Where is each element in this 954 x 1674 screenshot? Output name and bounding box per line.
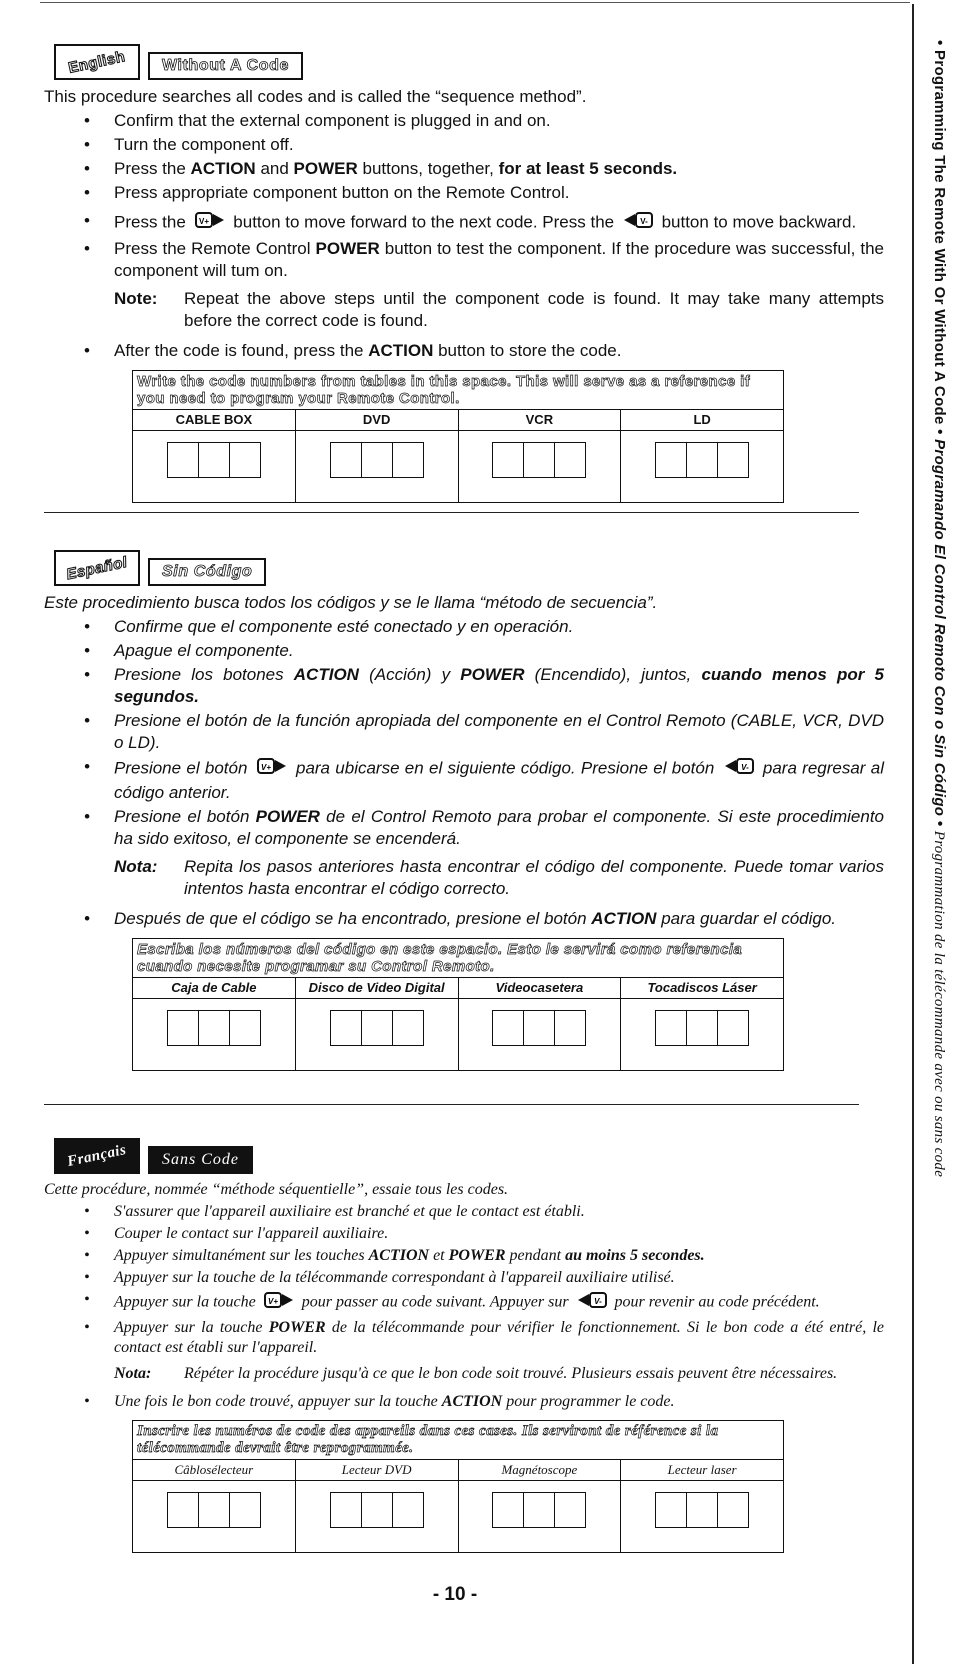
section-divider bbox=[44, 1104, 859, 1105]
list-item: • Appuyer sur la touche de la télécommande correspondant à l'appareil auxiliaire utilisé. bbox=[84, 1269, 675, 1286]
english-code-table bbox=[132, 370, 784, 503]
top-rule bbox=[40, 2, 910, 3]
code-entry-boxes bbox=[167, 1492, 261, 1528]
list-item: • Press the Remote Control POWER button to test the component. If the procedure was successful, the component will tum on. bbox=[84, 239, 884, 280]
svg-text:V-: V- bbox=[640, 217, 648, 226]
code-entry-boxes bbox=[167, 1010, 261, 1046]
table-column-header: CABLE BOX bbox=[133, 410, 295, 431]
french-title: Sans Code bbox=[148, 1146, 253, 1174]
english-title: Without A Code bbox=[148, 52, 303, 80]
table-column-header: Câblosélecteur bbox=[133, 1460, 295, 1481]
list-item: • After the code is found, press the ACTION button to store the code. bbox=[84, 341, 622, 360]
french-section bbox=[44, 1138, 884, 1553]
side-title-spanish: Programando El Control Remoto Con o Sin Código • bbox=[931, 439, 948, 827]
list-item: • Después de que el código se ha encontrado, presione el botón ACTION para guardar el código. bbox=[84, 909, 837, 928]
svg-text:V-: V- bbox=[593, 1297, 602, 1306]
list-item: • Presione el botón V+ para ubicarse en el siguiente código. Presione el botón V- para regresar al código anterior. bbox=[84, 757, 884, 802]
side-title-french: Programmation de la télécommande avec ou sans code bbox=[931, 830, 947, 1178]
french-intro: Cette procédure, nommée “méthode séquentielle”, essaie tous les codes. bbox=[44, 1181, 509, 1198]
side-running-title bbox=[918, 40, 948, 1660]
code-entry-boxes bbox=[655, 1010, 749, 1046]
code-entry-boxes bbox=[492, 1492, 586, 1528]
code-entry-boxes bbox=[167, 442, 261, 478]
vol-down-icon bbox=[724, 756, 754, 782]
french-note: Nota: Répéter la procédure jusqu'à ce que le bon code soit trouvé. Plusieurs essais peuvent être nécessaires. bbox=[114, 1365, 838, 1382]
side-rule bbox=[912, 4, 914, 1664]
list-item: • Confirm that the external component is plugged in and on. bbox=[84, 111, 551, 130]
code-entry-boxes bbox=[330, 1492, 424, 1528]
vol-up-icon bbox=[264, 1290, 294, 1316]
english-note: Note: Repeat the above steps until the component code is found. It may take many attempts before the correct code is found. bbox=[114, 289, 884, 330]
page-number: - 10 - bbox=[432, 1584, 478, 1605]
spanish-title: Sin Código bbox=[148, 558, 266, 586]
table-message: Inscrire les numéros de code des appareils dans ces cases. Ils serviront de référence si la télécommande devrait être reprogrammée. bbox=[133, 1421, 783, 1460]
table-message: Write the code numbers from tables in this space. This will serve as a reference if you need to program your Remote Control. bbox=[133, 371, 783, 410]
section-divider bbox=[44, 512, 859, 513]
spanish-code-table bbox=[132, 938, 784, 1071]
list-item: • S'assurer que l'appareil auxiliaire est branché et que le contact est établi. bbox=[84, 1203, 585, 1220]
spanish-intro: Este procedimiento busca todos los códigos y se le llama “método de secuencia”. bbox=[44, 593, 658, 612]
side-title-english: • Programming The Remote With Or Without A Code • bbox=[931, 40, 948, 435]
table-message: Escriba los números del código en este espacio. Esto le servirá como referencia cuando necesite programar su Control Remoto. bbox=[133, 939, 783, 978]
table-column-header: Magnétoscope bbox=[459, 1460, 621, 1481]
table-column-header: Caja de Cable bbox=[133, 978, 295, 999]
svg-text:V+: V+ bbox=[260, 763, 271, 772]
table-column-header: VCR bbox=[459, 410, 621, 431]
french-language-tag: Français bbox=[54, 1138, 140, 1174]
code-entry-boxes bbox=[655, 442, 749, 478]
code-entry-boxes bbox=[492, 1010, 586, 1046]
svg-text:V-: V- bbox=[740, 763, 749, 772]
table-column-header: Disco de Video Digital bbox=[296, 978, 458, 999]
vol-up-icon bbox=[257, 756, 287, 782]
list-item: • Apague el componente. bbox=[84, 641, 294, 660]
list-item: • Appuyer simultanément sur les touches ACTION et POWER pendant au moins 5 secondes. bbox=[84, 1247, 705, 1264]
table-column-header: Videocasetera bbox=[459, 978, 621, 999]
list-item: • Confirme que el componente esté conectado y en operación. bbox=[84, 617, 574, 636]
table-column-header: DVD bbox=[296, 410, 458, 431]
list-item: • Press the V+ button to move forward to the next code. Press the V- button to move backward. bbox=[44, 210, 884, 236]
code-entry-boxes bbox=[492, 442, 586, 478]
list-item: • Presione los botones ACTION (Acción) y POWER (Encendido), juntos, cuando menos por 5 segundos. bbox=[84, 665, 884, 706]
code-entry-boxes bbox=[330, 1010, 424, 1046]
svg-text:V+: V+ bbox=[198, 217, 209, 226]
spanish-note: Nota: Repita los pasos anteriores hasta encontrar el código del componente. Puede tomar varios intentos hasta encontrar el código correcto. bbox=[114, 857, 884, 898]
list-item: • Couper le contact sur l'appareil auxiliaire. bbox=[84, 1225, 389, 1242]
vol-down-icon bbox=[577, 1290, 607, 1316]
code-entry-boxes bbox=[655, 1492, 749, 1528]
table-column-header: LD bbox=[621, 410, 783, 431]
list-item: • Presione el botón POWER de el Control Remoto para probar el componente. Si este procedimiento ha sido exitoso, el componente se encenderá. bbox=[84, 807, 884, 848]
list-item: • Appuyer sur la touche POWER de la télécommande pour vérifier le fonctionnement. Si le bon code a été entré, le contact est établi sur l'appareil. bbox=[84, 1319, 885, 1356]
svg-text:V+: V+ bbox=[267, 1297, 278, 1306]
english-section bbox=[44, 44, 884, 503]
table-column-header: Lecteur DVD bbox=[296, 1460, 458, 1481]
vol-down-icon bbox=[623, 210, 653, 236]
list-item: • Appuyer sur la touche V+ pour passer au code suivant. Appuyer sur V- pour revenir au code précédent. bbox=[44, 1290, 884, 1316]
list-item: • Press the ACTION and POWER buttons, together, for at least 5 seconds. bbox=[84, 159, 678, 178]
list-item: • Press appropriate component button on the Remote Control. bbox=[84, 183, 570, 202]
vol-up-icon bbox=[195, 210, 225, 236]
english-intro: This procedure searches all codes and is called the “sequence method”. bbox=[44, 87, 587, 106]
list-item: • Turn the component off. bbox=[84, 135, 294, 154]
list-item: • Une fois le bon code trouvé, appuyer sur la touche ACTION pour programmer le code. bbox=[84, 1393, 675, 1410]
spanish-language-tag: Español bbox=[54, 550, 140, 586]
code-entry-boxes bbox=[330, 442, 424, 478]
table-column-header: Lecteur laser bbox=[621, 1460, 783, 1481]
french-code-table bbox=[132, 1420, 784, 1553]
list-item: • Presione el botón de la función apropiada del componente en el Control Remoto (CABLE, VCR, DVD o LD). bbox=[84, 711, 884, 752]
english-language-tag: English bbox=[54, 44, 140, 80]
table-column-header: Tocadiscos Láser bbox=[621, 978, 783, 999]
spanish-section bbox=[44, 550, 884, 1071]
